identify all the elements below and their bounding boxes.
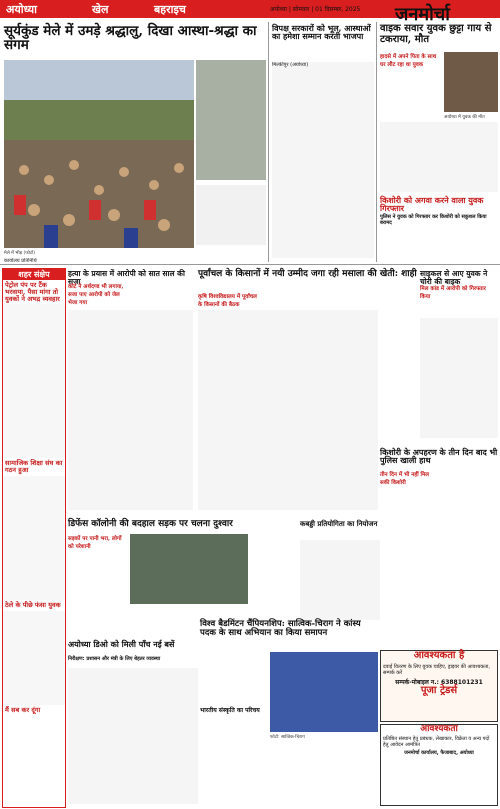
section-bahraich[interactable]: बहराइच <box>154 3 186 16</box>
story-tiger-headline: साइकल से आए युवक ने चोरी की बाइक <box>420 269 488 286</box>
masthead: जनमोर्चा <box>395 4 450 25</box>
section-khel[interactable]: खेल <box>92 3 109 16</box>
story-purvanchal-body <box>198 310 378 510</box>
story-mid-body <box>272 62 374 258</box>
story-mid-headline: विपक्ष सरकारों को भूल, आस्थाओं का हमेशा सम्मान करती भाजपा <box>272 23 371 42</box>
story-hatya-bullet: कोर्ट ने अर्थदण्ड भी लगाया, सजा पाए आरोपी को जेल भेजा गया <box>68 284 124 306</box>
story-dio-body <box>68 668 198 804</box>
story-girl-bullet: तीन दिन में भी नहीं मिल सकी किशोरी <box>380 472 430 486</box>
story-arrest-headline: किशोरी को अगवा करने वाला युवक गिरफ्तार <box>380 195 484 214</box>
page-number: 08 <box>483 3 497 14</box>
story-purvanchal-headline: पूर्वांचल के किसानों में नयी उम्मीद जगा रही मसाला की खेती: शाही <box>198 269 417 279</box>
ad-vacancy-body: प्रतिष्ठित संस्थान हेतु प्रबंधक, लेखाकार, विक्रेता व अन्य पदों हेतु आवेदन आमंत्रित <box>383 736 490 749</box>
story-conf-body <box>300 540 380 620</box>
lead-photo-caption: मेले में भीड़ (फोटो) <box>4 251 36 256</box>
sidebar-item-2-body <box>3 476 65 600</box>
story-tiger-body <box>420 318 498 438</box>
ad-vacancy-title: आवश्यकता <box>420 724 458 734</box>
story-road-headline: डिफेंस कॉलोनी की बदहाल सड़क पर चलना दुश्वार <box>68 519 233 529</box>
story-purvanchal-bullet: कृषि विश्वविद्यालय में पूर्वांचल के किसानों की बैठक <box>198 294 257 308</box>
story-conf-title-2: भारतीय संस्कृति का परिचय <box>200 707 260 714</box>
sidebar-item-2-title: सामाजिक शिक्षा संघ का गठन हुआ <box>5 459 63 475</box>
lead-body-col2 <box>196 185 266 245</box>
story-hatya-body <box>68 310 193 510</box>
story-road-bullet: सड़कों पर पानी भरा, लोगों को परेशानी <box>68 536 122 550</box>
ad-vacancy-footer: जनमोर्चा कार्यालय, फैजाबाद, अयोध्या <box>404 750 474 757</box>
lead-side-photo <box>196 60 266 180</box>
ad-requirement-body: दवाई वितरण के लिए युवक चाहिए, ड्राइवर की आवश्यकता, सम्पर्क करें <box>383 663 490 676</box>
story-dio-sub: निरीक्षण: प्रशासन और मंत्री के लिए बेहतर व्यवस्था <box>68 656 161 662</box>
sidebar-label: शहर संक्षेप <box>3 269 65 280</box>
lead-photo <box>4 60 194 248</box>
story-girl-headline: किशोरी के अपहरण के तीन दिन बाद भी पुलिस खाली हाथ <box>380 447 498 466</box>
ad-requirement[interactable] <box>380 650 498 722</box>
sidebar-item-3-body <box>3 611 65 705</box>
date-line: अयोध्या | सोमवार | 01 दिसम्बर, 2025 <box>270 6 361 13</box>
story-hatya-headline: हत्या के प्रयास में आरोपी को सात साल की सजा <box>68 269 185 286</box>
story-right-body <box>380 122 498 192</box>
sidebar-item-3-title: ठेले के पीछे फंसा युवक <box>5 601 61 610</box>
ad-requirement-title: आवश्यकता है <box>413 650 465 661</box>
story-badminton-headline: विश्व बैडमिंटन चैंपियनशिप: सात्विक-चिराग ने कांस्य पदक के साथ अभियान का किया समापन <box>200 619 361 638</box>
story-right-headline: वाइक सवार युवक छुट्टा गाय से टकराया, मौत <box>380 23 492 45</box>
story-right-caption: अयोध्या में युवक की मौत <box>444 115 485 120</box>
story-mid-byline: मिल्कीपुर (अयोध्या) <box>272 62 309 68</box>
lead-headline: सूर्यकुंड मेले में उमड़े श्रद्धालु, दिखा आस्था-श्रद्धा का संगम <box>4 23 257 54</box>
sidebar-item-1-title: पेट्रोल पंप पर टैंक भरवाया, पैसा मांगा तो युवकों ने अभद्र व्यवहार <box>5 281 60 303</box>
ad-vacancy[interactable] <box>380 724 498 806</box>
story-dio-headline: अयोध्या डिओ को मिली पाँच नई बसें <box>68 639 175 649</box>
story-badminton-caption: फोटो: सात्विक-चिराग <box>270 735 305 740</box>
sidebar-box <box>2 268 66 808</box>
ad-requirement-phone: सम्पर्क-मोबाइल न.: 6388101231 <box>395 678 483 686</box>
story-arrest-sub: पुलिस ने युवक को गिरफ्तार कर किशोरी को सकुशल किया बरामद <box>380 214 487 226</box>
sidebar-item-1-body <box>3 304 65 458</box>
story-road-photo <box>130 534 248 604</box>
lead-byline: कार्यालय प्रतिनिधि <box>4 258 37 264</box>
story-right-bullet: हादसे में अपने पिता के साथ घर लौट रहा था युवक <box>380 54 437 68</box>
story-badminton-photo <box>270 652 378 732</box>
story-right-photo <box>444 52 498 112</box>
story-conf-headline: कबड्डी प्रतियोगिता का नियोजन <box>300 519 378 528</box>
sidebar-item-4-title: मैं सब कर दूंगा <box>5 705 41 714</box>
story-tiger-bullet: मिल कांड में आरोपी को गिरफ्तार किया <box>420 286 486 300</box>
ad-shop-name: पूजा ट्रेडर्स <box>420 684 458 696</box>
section-ayodhya[interactable]: अयोध्या <box>6 3 37 16</box>
crowd-image <box>4 60 194 248</box>
